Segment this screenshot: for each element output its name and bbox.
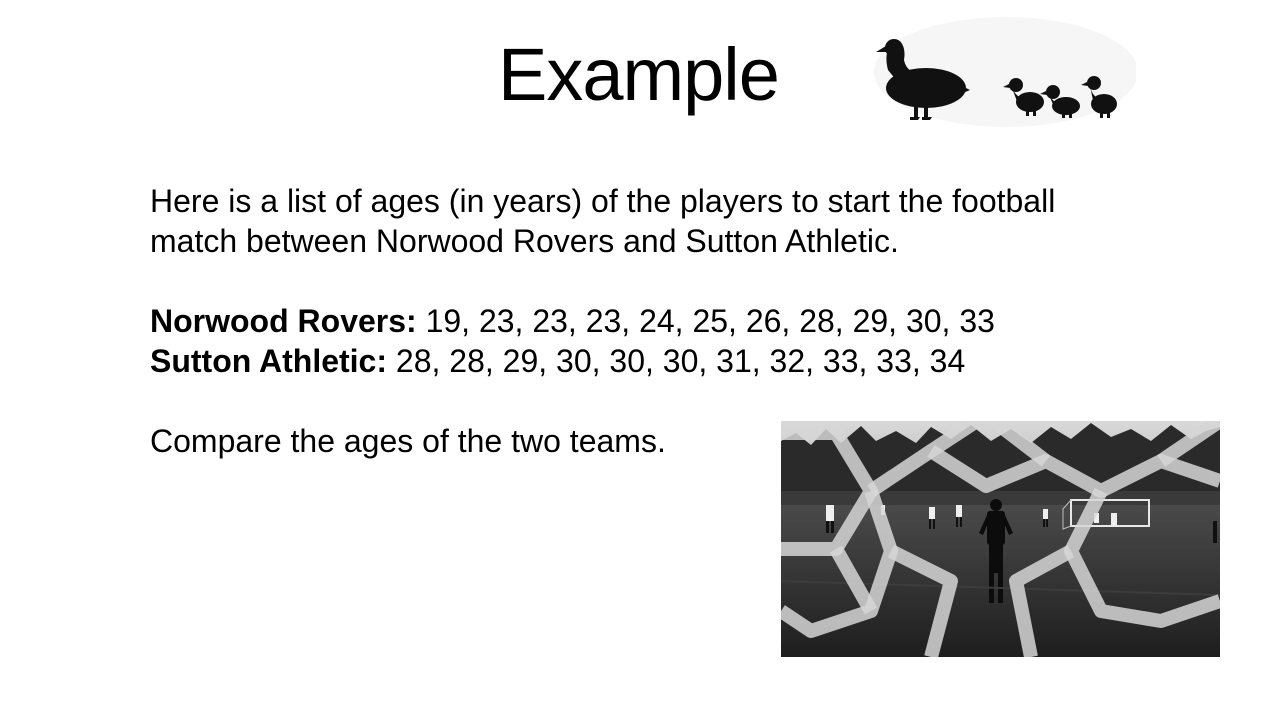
team-row-sutton	[150, 341, 1150, 381]
team-name-sutton: Sutton Athletic:	[150, 343, 387, 379]
slide-title: Example	[498, 33, 779, 116]
team-name-norwood: Norwood Rovers:	[150, 303, 417, 339]
team-row-norwood	[150, 301, 1150, 341]
team-ages-norwood: 19, 23, 23, 23, 24, 25, 26, 28, 29, 30, 33	[425, 303, 995, 339]
question-text: Compare the ages of the two teams.	[150, 423, 666, 459]
intro-line-2: match between Norwood Rovers and Sutton Athletic.	[150, 223, 899, 259]
intro-line-1: Here is a list of ages (in years) of the players to start the football	[150, 183, 1056, 219]
football-match-photo	[781, 421, 1220, 657]
slide-body	[150, 181, 1150, 461]
duck-family-icon	[866, 10, 1136, 140]
team-ages-sutton: 28, 28, 29, 30, 30, 30, 31, 32, 33, 33, 34	[395, 343, 966, 379]
